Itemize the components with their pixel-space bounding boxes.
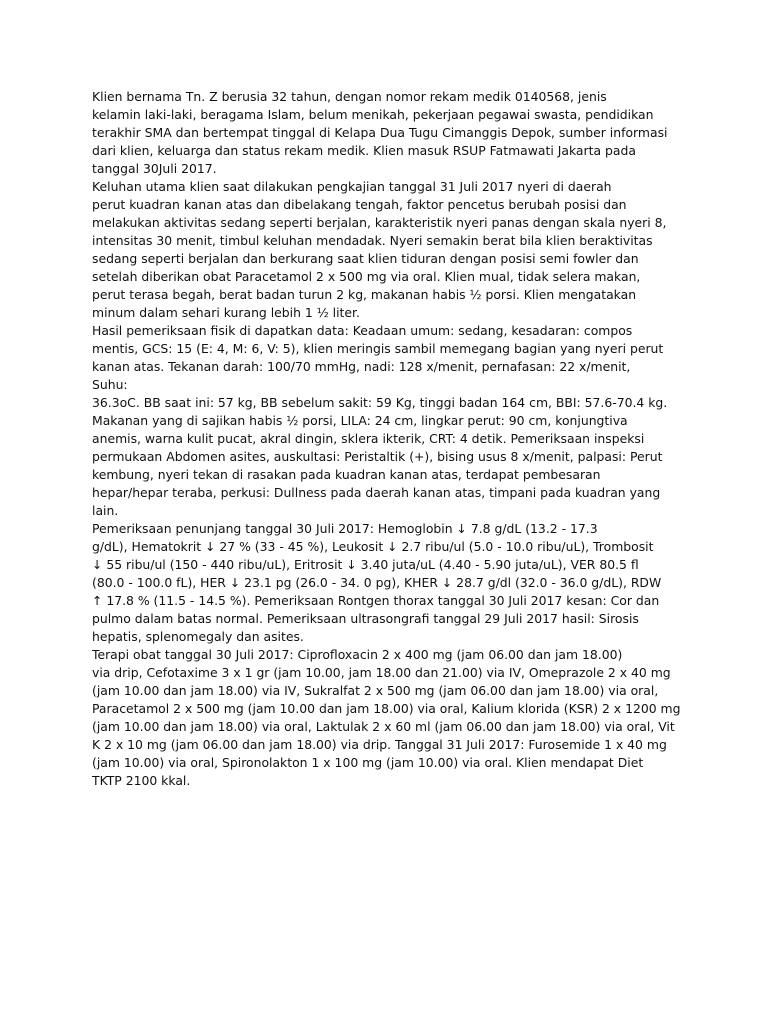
- text-line: Keluhan utama klien saat dilakukan pengkajian tanggal 31 Juli 2017 nyeri di daerah: [92, 179, 612, 194]
- text-line: perut kuadran kanan atas dan dibelakang tengah, faktor pencetus berubah posisi dan: [92, 197, 627, 212]
- text-line: (jam 10.00 dan jam 18.00) via oral, Laktulak 2 x 60 ml (jam 06.00 dan jam 18.00) via oral, Vit: [92, 719, 675, 734]
- text-line: ↑ 17.8 % (11.5 - 14.5 %). Pemeriksaan Rontgen thorax tanggal 30 Juli 2017 kesan: Cor dan: [92, 593, 660, 608]
- text-line: TKTP 2100 kkal.: [92, 773, 191, 788]
- text-line: perut terasa begah, berat badan turun 2 kg, makanan habis ½ porsi. Klien mengatakan: [92, 287, 637, 302]
- text-line: sedang seperti berjalan dan berkurang saat klien tiduran dengan posisi semi fowler dan: [92, 251, 639, 266]
- text-line: melakukan aktivitas sedang seperti berjalan, karakteristik nyeri panas dengan skala nyeri 8,: [92, 215, 667, 230]
- text-line: permukaan Abdomen asites, auskultasi: Peristaltik (+), bising usus 8 x/menit, palpasi: Perut: [92, 449, 663, 464]
- text-line: Hasil pemeriksaan fisik di dapatkan data: Keadaan umum: sedang, kesadaran: compos: [92, 323, 633, 338]
- text-line: tanggal 30Juli 2017.: [92, 161, 217, 176]
- text-line: Pemeriksaan penunjang tanggal 30 Juli 2017: Hemoglobin ↓ 7.8 g/dL (13.2 - 17.3: [92, 521, 598, 536]
- text-line: terakhir SMA dan bertempat tinggal di Kelapa Dua Tugu Cimanggis Depok, sumber informasi: [92, 125, 668, 140]
- text-line: dari klien, keluarga dan status rekam medik. Klien masuk RSUP Fatmawati Jakarta pada: [92, 143, 636, 158]
- text-line: kelamin laki-laki, beragama Islam, belum menikah, pekerjaan pegawai swasta, pendidikan: [92, 107, 654, 122]
- document-body: [92, 88, 682, 790]
- text-line: lain.: [92, 503, 119, 518]
- text-line: Paracetamol 2 x 500 mg (jam 10.00 dan jam 18.00) via oral, Kalium klorida (KSR) 2 x 1200 mg: [92, 701, 681, 716]
- text-line: pulmo dalam batas normal. Pemeriksaan ultrasongrafi tanggal 29 Juli 2017 hasil: Sirosis: [92, 611, 639, 626]
- text-line: ↓ 55 ribu/ul (150 - 440 ribu/uL), Eritrosit ↓ 3.40 juta/uL (4.40 - 5.90 juta/uL), VER 80.5 fl: [92, 557, 639, 572]
- text-line: Suhu:: [92, 377, 128, 392]
- text-line: 36.3oC. BB saat ini: 57 kg, BB sebelum sakit: 59 Kg, tinggi badan 164 cm, BBI: 57.6-70.4 kg.: [92, 395, 668, 410]
- text-line: hepar/hepar teraba, perkusi: Dullness pada daerah kanan atas, timpani pada kuadran yang: [92, 485, 661, 500]
- text-line: anemis, warna kulit pucat, akral dingin, sklera ikterik, CRT: 4 detik. Pemeriksaan inspeksi: [92, 431, 645, 446]
- text-line: (jam 10.00 dan jam 18.00) via IV, Sukralfat 2 x 500 mg (jam 06.00 dan jam 18.00) via oral,: [92, 683, 659, 698]
- text-line: minum dalam sehari kurang lebih 1 ½ liter.: [92, 305, 360, 320]
- text-line: g/dL), Hematokrit ↓ 27 % (33 - 45 %), Leukosit ↓ 2.7 ribu/ul (5.0 - 10.0 ribu/uL), Trombosit: [92, 539, 654, 554]
- text-line: Makanan yang di sajikan habis ½ porsi, LILA: 24 cm, lingkar perut: 90 cm, konjungtiva: [92, 413, 628, 428]
- text-line: Klien bernama Tn. Z berusia 32 tahun, dengan nomor rekam medik 0140568, jenis: [92, 89, 607, 104]
- text-line: (jam 10.00) via oral, Spironolakton 1 x 100 mg (jam 10.00) via oral. Klien mendapat Diet: [92, 755, 644, 770]
- text-line: Terapi obat tanggal 30 Juli 2017: Ciprofloxacin 2 x 400 mg (jam 06.00 dan jam 18.00): [92, 647, 623, 662]
- text-line: kanan atas. Tekanan darah: 100/70 mmHg, nadi: 128 x/menit, pernafasan: 22 x/menit,: [92, 359, 631, 374]
- text-line: via drip, Cefotaxime 3 x 1 gr (jam 10.00, jam 18.00 dan 21.00) via IV, Omeprazole 2 x 40 mg: [92, 665, 671, 680]
- text-line: hepatis, splenomegaly dan asites.: [92, 629, 304, 644]
- text-line: setelah diberikan obat Paracetamol 2 x 500 mg via oral. Klien mual, tidak selera makan,: [92, 269, 641, 284]
- text-line: (80.0 - 100.0 fL), HER ↓ 23.1 pg (26.0 - 34. 0 pg), KHER ↓ 28.7 g/dl (32.0 - 36.0 g/dL), RDW: [92, 575, 662, 590]
- text-line: K 2 x 10 mg (jam 06.00 dan jam 18.00) via drip. Tanggal 31 Juli 2017: Furosemide 1 x 40 mg: [92, 737, 667, 752]
- text-line: kembung, nyeri tekan di rasakan pada kuadran kanan atas, terdapat pembesaran: [92, 467, 601, 482]
- text-line: mentis, GCS: 15 (E: 4, M: 6, V: 5), klien meringis sambil memegang bagian yang nyeri perut: [92, 341, 664, 356]
- text-line: intensitas 30 menit, timbul keluhan mendadak. Nyeri semakin berat bila klien beraktivitas: [92, 233, 653, 248]
